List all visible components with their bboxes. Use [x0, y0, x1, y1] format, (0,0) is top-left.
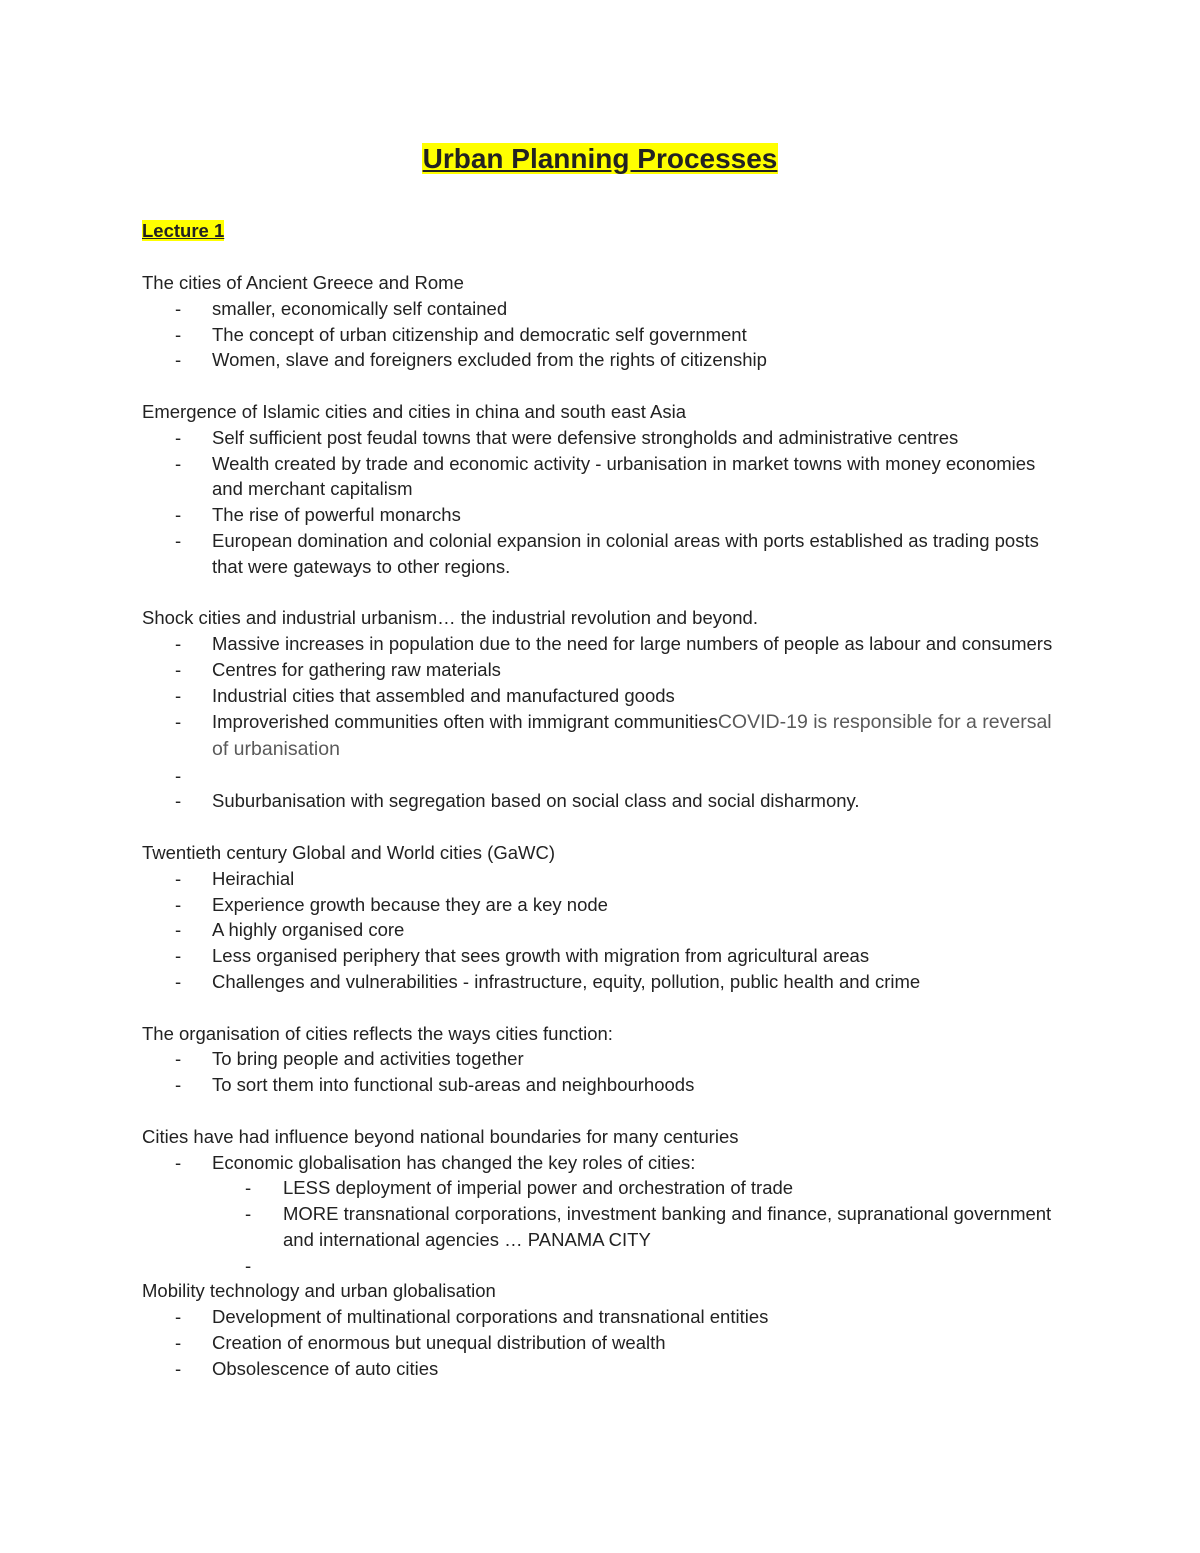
dash-marker: -: [175, 970, 182, 992]
dash-marker: -: [175, 1048, 182, 1070]
list-item: [142, 347, 1062, 373]
list-item-text: To sort them into functional sub-areas and neighbourhoods: [212, 1074, 695, 1096]
list-item-text: Suburbanisation with segregation based on social class and social disharmony.: [212, 790, 860, 812]
list-item-text: European domination and colonial expansion in colonial areas with ports established as trading posts that were gateways to other regions.: [212, 529, 1039, 577]
dash-marker: -: [175, 1332, 182, 1354]
dash-marker: -: [175, 426, 182, 448]
list-item-text: Development of multinational corporations and transnational entities: [212, 1306, 769, 1328]
dash-marker: -: [175, 349, 182, 371]
section-heading: Cities have had influence beyond national boundaries for many centuries: [142, 1125, 739, 1147]
section-ancient-cities: [142, 270, 1062, 373]
dash-marker: -: [175, 633, 182, 655]
list-item-text: Obsolescence of auto cities: [212, 1357, 439, 1379]
dash-marker: -: [175, 529, 182, 551]
list-item: [142, 425, 1062, 451]
list-item: [142, 866, 1062, 892]
section-heading: Twentieth century Global and World cities (GaWC): [142, 841, 555, 863]
list-item-text: The concept of urban citizenship and democratic self government: [212, 323, 747, 345]
bullet-list: [142, 296, 1062, 373]
dash-marker: -: [175, 297, 182, 319]
list-item: [142, 683, 1062, 709]
section-influence-beyond-boundaries: [142, 1124, 1062, 1279]
dash-marker: -: [175, 452, 182, 474]
list-item-text: Massive increases in population due to the need for large numbers of people as labour and consumers: [212, 633, 1053, 655]
bullet-list: [142, 1046, 1062, 1098]
list-item: [142, 296, 1062, 322]
list-item: [142, 1304, 1062, 1330]
list-item-text: [212, 709, 1062, 763]
dash-marker: -: [175, 1306, 182, 1328]
section-heading: Mobility technology and urban globalisation: [142, 1280, 496, 1302]
section-shock-cities: [142, 605, 1062, 814]
list-item-text: Centres for gathering raw materials: [212, 658, 501, 680]
list-item: [142, 631, 1062, 657]
dash-marker: -: [175, 945, 182, 967]
list-item: [142, 451, 1062, 503]
bullet-list: [142, 1150, 1062, 1279]
section-heading: Emergence of Islamic cities and cities in china and south east Asia: [142, 400, 686, 422]
list-item-text: Heirachial: [212, 867, 295, 889]
bullet-list: [142, 866, 1062, 995]
sub-list-item: [142, 1253, 1062, 1279]
list-item: [142, 943, 1062, 969]
list-item: [142, 502, 1062, 528]
list-item: [142, 969, 1062, 995]
list-item: [142, 788, 1062, 814]
dash-marker: -: [175, 658, 182, 680]
bullet-list: [142, 425, 1062, 580]
list-item: [142, 1046, 1062, 1072]
dash-marker: -: [175, 790, 182, 812]
section-heading: Shock cities and industrial urbanism… the industrial revolution and beyond.: [142, 607, 758, 629]
dash-marker: -: [175, 1151, 182, 1173]
dash-marker: -: [175, 919, 182, 941]
list-item-text: The rise of powerful monarchs: [212, 504, 461, 526]
dash-marker: -: [245, 1177, 252, 1199]
dash-marker: -: [175, 323, 182, 345]
list-item-text: Challenges and vulnerabilities - infrastructure, equity, pollution, public health and crime: [212, 970, 921, 992]
list-item: [142, 322, 1062, 348]
list-item-text: Creation of enormous but unequal distribution of wealth: [212, 1332, 666, 1354]
list-item-text: Self sufficient post feudal towns that were defensive strongholds and administrative centres: [212, 426, 959, 448]
document-title: [0, 142, 1200, 176]
list-item-text: Experience growth because they are a key node: [212, 893, 608, 915]
sub-list-item-text: MORE transnational corporations, investment banking and finance, supranational government and international agencies … PANAMA CITY: [283, 1203, 1052, 1250]
dash-marker: -: [175, 867, 182, 889]
document-title-text: Urban Planning Processes: [422, 143, 778, 174]
list-item-text: Industrial cities that assembled and manufactured goods: [212, 684, 675, 706]
sub-list-item-text: LESS deployment of imperial power and orchestration of trade: [283, 1177, 794, 1199]
list-item-text: [212, 763, 1062, 789]
list-item: [142, 1356, 1062, 1382]
dash-marker: -: [175, 504, 182, 526]
list-item: [142, 1072, 1062, 1098]
section-heading: The organisation of cities reflects the ways cities function:: [142, 1022, 613, 1044]
list-item-text: Economic globalisation has changed the key roles of cities:: [212, 1151, 696, 1173]
list-item: [142, 709, 1062, 763]
section-global-cities: [142, 840, 1062, 995]
list-item-text: smaller, economically self contained: [212, 297, 508, 319]
list-item: [142, 1330, 1062, 1356]
list-item-text: A highly organised core: [212, 919, 405, 941]
list-item-main-text: Improverished communities often with immigrant communities: [212, 710, 718, 732]
list-item: [142, 917, 1062, 943]
dash-marker: -: [175, 1074, 182, 1096]
list-item: [142, 657, 1062, 683]
dash-marker: -: [175, 710, 182, 732]
section-islamic-cities: [142, 399, 1062, 580]
section-heading: The cities of Ancient Greece and Rome: [142, 272, 464, 293]
lecture-heading-text: Lecture 1: [142, 220, 225, 241]
list-item: [142, 763, 1062, 789]
list-item-text: Wealth created by trade and economic activity - urbanisation in market towns with money economies and merchant capitalism: [212, 452, 1036, 500]
list-item-text: Less organised periphery that sees growth with migration from agricultural areas: [212, 945, 870, 967]
dash-marker: -: [245, 1203, 252, 1225]
list-item: [142, 892, 1062, 918]
document-body: [142, 270, 1062, 1407]
dash-marker: -: [175, 893, 182, 915]
section-mobility-technology: [142, 1278, 1062, 1381]
dash-marker: -: [175, 764, 182, 786]
lecture-heading: [142, 219, 224, 243]
list-item-text: To bring people and activities together: [212, 1048, 524, 1070]
list-item-text: Women, slave and foreigners excluded from the rights of citizenship: [212, 349, 767, 371]
list-item: [142, 1150, 1062, 1176]
list-item: [142, 528, 1062, 580]
inserted-note: COVID-19 is responsible for a reversal of urbanisation: [212, 710, 1052, 760]
dash-marker: -: [175, 1357, 182, 1379]
dash-marker: -: [245, 1254, 252, 1276]
sub-list-item: [142, 1175, 1062, 1201]
section-city-organisation: [142, 1021, 1062, 1098]
sub-list-item-text: [283, 1253, 1062, 1279]
dash-marker: -: [175, 684, 182, 706]
sub-list-item: [142, 1201, 1062, 1253]
bullet-list: [142, 631, 1062, 814]
bullet-list: [142, 1304, 1062, 1381]
